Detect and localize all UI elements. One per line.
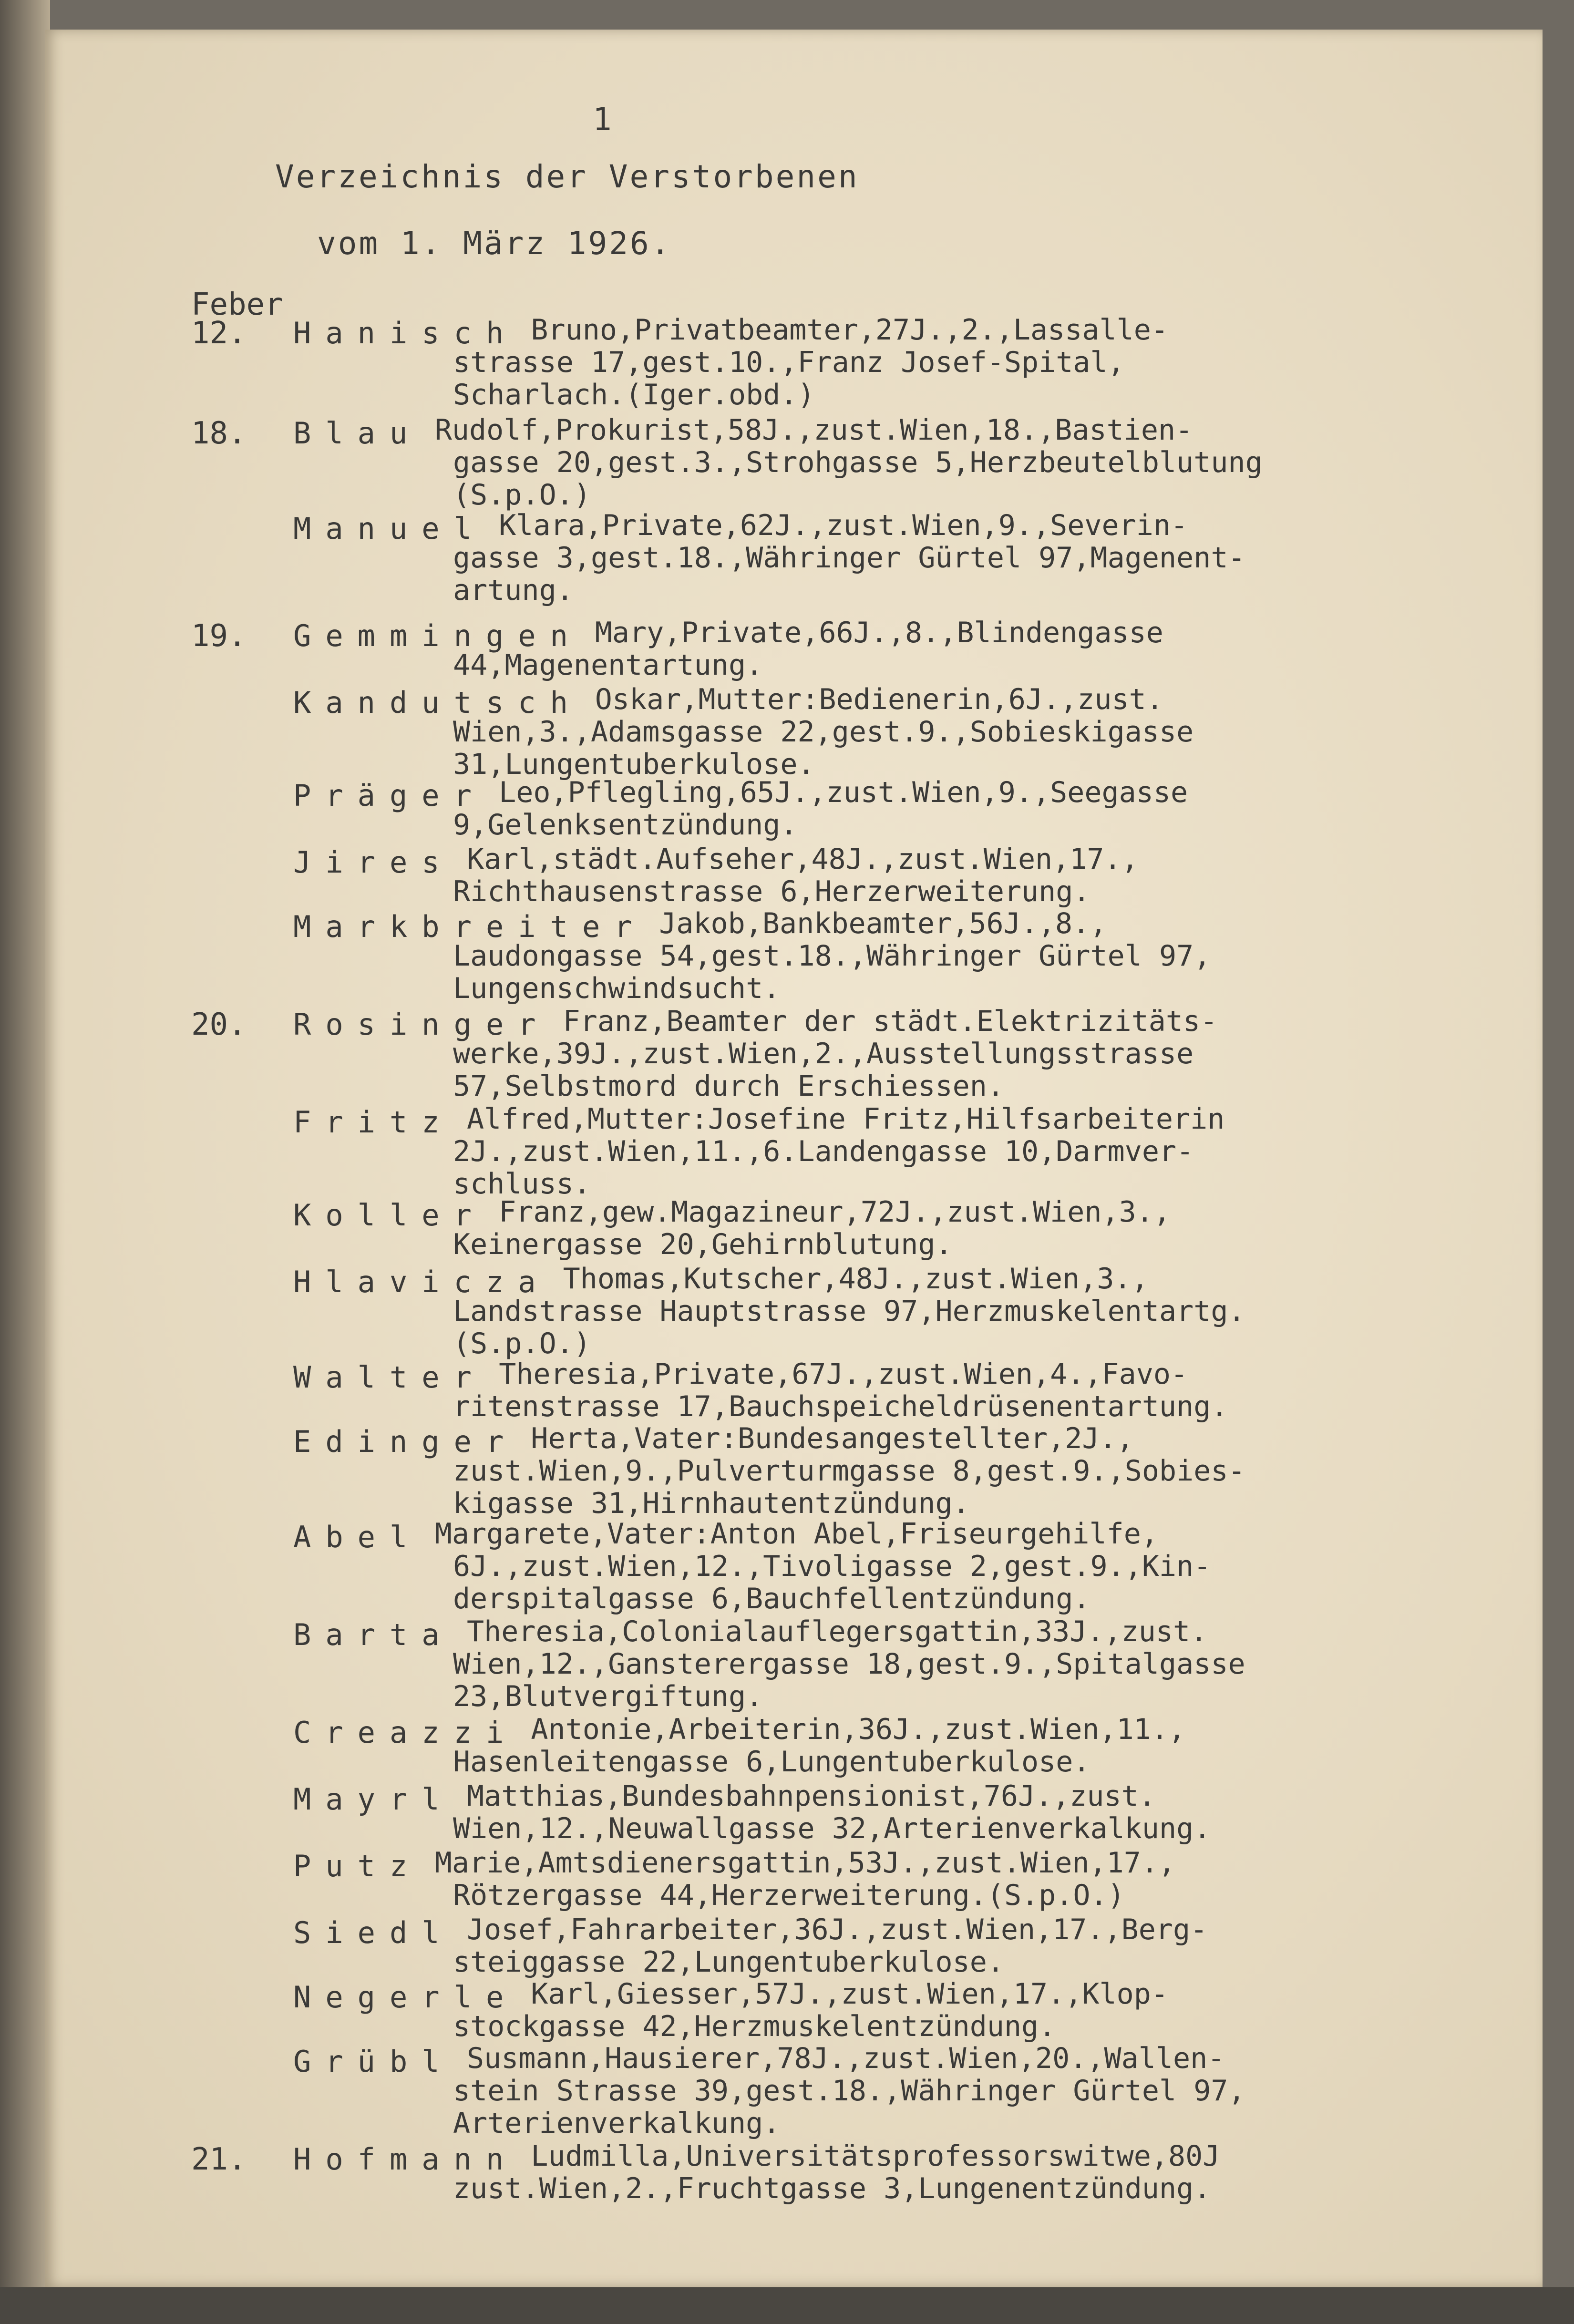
entry-first-line: Josef,Fahrarbeiter,36J.,zust.Wien,17.,Berg-: [467, 1913, 1208, 1946]
entry-continuation-line: derspitalgasse 6,Bauchfellentzündung.: [453, 1582, 1090, 1615]
document-page: [45, 30, 1543, 2287]
scan-bottom-edge: [0, 2287, 1574, 2324]
entry-continuation-line: 57,Selbstmord durch Erschiessen.: [453, 1069, 1004, 1103]
entry-continuation-line: 44,Magenentartung.: [453, 648, 763, 682]
book-binding: [0, 0, 50, 2324]
month-label: Feber: [191, 287, 283, 322]
entry-continuation-line: strasse 17,gest.10.,Franz Josef-Spital,: [453, 346, 1125, 379]
entry-first-line: Susmann,Hausierer,78J.,zust.Wien,20.,Wallen-: [467, 2042, 1225, 2075]
entry-surname: Creazzi: [293, 1715, 518, 1750]
entry-first-line: Klara,Private,62J.,zust.Wien,9.,Severin-: [499, 509, 1188, 542]
entry-day: 21.: [191, 2142, 247, 2177]
entry-continuation-line: Wien,3.,Adamsgasse 22,gest.9.,Sobieskigasse: [453, 715, 1194, 749]
entry-day: 20.: [191, 1007, 247, 1042]
entry-day: 18.: [191, 416, 247, 451]
entry-first-line: Theresia,Colonialauflegersgattin,33J.,zust.: [467, 1615, 1208, 1648]
entry-first-line: Karl,städt.Aufseher,48J.,zust.Wien,17.,: [467, 843, 1139, 876]
entry-continuation-line: schluss.: [453, 1167, 591, 1201]
entry-first-line: Rudolf,Prokurist,58J.,zust.Wien,18.,Bastien-: [434, 413, 1193, 447]
entry-continuation-line: Scharlach.(Iger.obd.): [453, 378, 815, 411]
entry-continuation-line: (S.p.O.): [453, 478, 591, 512]
entry-surname: Jires: [293, 845, 454, 880]
entry-surname: Fritz: [293, 1105, 454, 1140]
entry-surname: Grübl: [293, 2044, 454, 2079]
entry-continuation-line: Arterienverkalkung.: [453, 2107, 781, 2140]
entry-first-line: Oskar,Mutter:Bedienerin,6J.,zust.: [595, 683, 1163, 716]
entry-first-line: Marie,Amtsdienersgattin,53J.,zust.Wien,17.,: [434, 1846, 1176, 1880]
entry-continuation-line: artung.: [453, 574, 574, 607]
entry-continuation-line: Keinergasse 20,Gehirnblutung.: [453, 1228, 953, 1261]
entry-continuation-line: (S.p.O.): [453, 1327, 591, 1360]
document-subtitle: vom 1. März 1926.: [317, 225, 672, 262]
entry-continuation-line: 9,Gelenksentzündung.: [453, 808, 798, 842]
entry-continuation-line: Richthausenstrasse 6,Herzerweiterung.: [453, 875, 1090, 908]
death-register-list: [45, 30, 1543, 2287]
entry-surname: Manuel: [293, 511, 486, 546]
entry-first-line: Mary,Private,66J.,8.,Blindengasse: [595, 616, 1163, 649]
entry-surname: Hanisch: [293, 316, 518, 350]
entry-surname: Gemmingen: [293, 618, 582, 653]
entry-continuation-line: Rötzergasse 44,Herzerweiterung.(S.p.O.): [453, 1879, 1125, 1912]
entry-continuation-line: Lungenschwindsucht.: [453, 972, 781, 1005]
entry-surname: Mayrl: [293, 1782, 454, 1817]
entry-surname: Hlavicza: [293, 1265, 550, 1299]
entry-first-line: Ludmilla,Universitätsprofessorswitwe,80J: [531, 2139, 1220, 2173]
page-number: 1: [593, 101, 612, 138]
entry-first-line: Antonie,Arbeiterin,36J.,zust.Wien,11.,: [531, 1713, 1186, 1746]
entry-day: 19.: [191, 618, 247, 654]
entry-continuation-line: Laudongasse 54,gest.18.,Währinger Gürtel 97,: [453, 939, 1211, 973]
entry-surname: Rosinger: [293, 1007, 550, 1042]
entry-surname: Präger: [293, 778, 486, 813]
entry-surname: Blau: [293, 416, 422, 451]
entry-first-line: Karl,Giesser,57J.,zust.Wien,17.,Klop-: [531, 1977, 1168, 2011]
entry-first-line: Alfred,Mutter:Josefine Fritz,Hilfsarbeiterin: [467, 1102, 1225, 1136]
entry-surname: Negerle: [293, 1980, 518, 2015]
entry-surname: Koller: [293, 1198, 486, 1233]
entry-first-line: Bruno,Privatbeamter,27J.,2.,Lassalle-: [531, 313, 1168, 347]
entry-first-line: Leo,Pflegling,65J.,zust.Wien,9.,Seegasse: [499, 776, 1188, 809]
entry-continuation-line: gasse 3,gest.18.,Währinger Gürtel 97,Magenent-: [453, 541, 1245, 575]
entry-continuation-line: zust.Wien,9.,Pulverturmgasse 8,gest.9.,Sobies-: [453, 1454, 1245, 1488]
entry-surname: Abel: [293, 1520, 422, 1554]
entry-continuation-line: Landstrasse Hauptstrasse 97,Herzmuskelentartg.: [453, 1295, 1245, 1328]
entry-first-line: Franz,gew.Magazineur,72J.,zust.Wien,3.,: [499, 1195, 1171, 1229]
entry-first-line: Herta,Vater:Bundesangestellter,2J.,: [531, 1422, 1134, 1455]
entry-surname: Putz: [293, 1849, 422, 1883]
entry-first-line: Jakob,Bankbeamter,56J.,8.,: [659, 907, 1107, 940]
entry-first-line: Thomas,Kutscher,48J.,zust.Wien,3.,: [563, 1262, 1149, 1296]
entry-continuation-line: stein Strasse 39,gest.18.,Währinger Gürtel 97,: [453, 2074, 1245, 2108]
entry-continuation-line: gasse 20,gest.3.,Strohgasse 5,Herzbeutelblutung: [453, 446, 1263, 479]
entry-continuation-line: kigasse 31,Hirnhautentzündung.: [453, 1487, 970, 1520]
entry-surname: Walter: [293, 1360, 486, 1395]
entry-surname: Siedl: [293, 1915, 454, 1950]
entry-surname: Hofmann: [293, 2142, 518, 2177]
entry-surname: Barta: [293, 1617, 454, 1652]
entry-surname: Markbreiter: [293, 909, 647, 944]
entry-continuation-line: 23,Blutvergiftung.: [453, 1680, 763, 1713]
entry-continuation-line: steiggasse 22,Lungentuberkulose.: [453, 1945, 1004, 1979]
entry-first-line: Margarete,Vater:Anton Abel,Friseurgehilfe,: [434, 1517, 1158, 1551]
entry-continuation-line: werke,39J.,zust.Wien,2.,Ausstellungsstrasse: [453, 1037, 1194, 1070]
entry-continuation-line: 31,Lungentuberkulose.: [453, 748, 815, 781]
entry-continuation-line: Hasenleitengasse 6,Lungentuberkulose.: [453, 1745, 1090, 1779]
document-title: Verzeichnis der Verstorbenen: [275, 158, 859, 195]
entry-continuation-line: Wien,12.,Neuwallgasse 32,Arterienverkalkung.: [453, 1812, 1211, 1845]
entry-continuation-line: Wien,12.,Gansterergasse 18,gest.9.,Spitalgasse: [453, 1647, 1245, 1681]
entry-first-line: Theresia,Private,67J.,zust.Wien,4.,Favo-: [499, 1357, 1188, 1391]
entry-first-line: Matthias,Bundesbahnpensionist,76J.,zust.: [467, 1779, 1156, 1813]
entry-continuation-line: stockgasse 42,Herzmuskelentzündung.: [453, 2010, 1056, 2043]
entry-continuation-line: zust.Wien,2.,Fruchtgasse 3,Lungenentzündung.: [453, 2172, 1211, 2205]
entry-continuation-line: ritenstrasse 17,Bauchspeicheldrüsenentartung.: [453, 1390, 1228, 1423]
entry-first-line: Franz,Beamter der städt.Elektrizitäts-: [563, 1005, 1218, 1038]
entry-surname: Edinger: [293, 1424, 518, 1459]
entry-day: 12.: [191, 316, 247, 351]
entry-continuation-line: 6J.,zust.Wien,12.,Tivoligasse 2,gest.9.,Kin-: [453, 1550, 1211, 1583]
entry-surname: Kandutsch: [293, 685, 582, 720]
entry-continuation-line: 2J.,zust.Wien,11.,6.Landengasse 10,Darmver-: [453, 1135, 1194, 1168]
